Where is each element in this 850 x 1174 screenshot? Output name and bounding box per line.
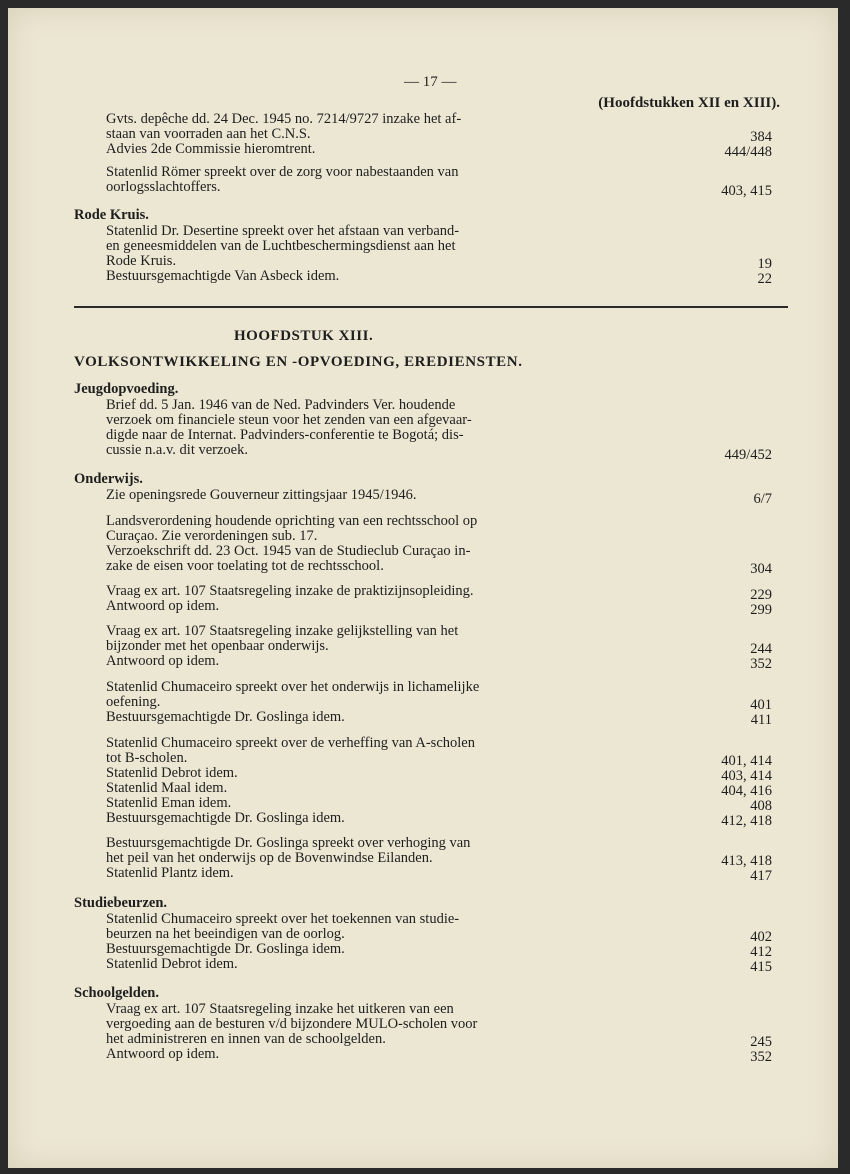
page-ref: 404, 416: [721, 783, 772, 799]
text-line: digde naar de Internat. Padvinders-conferentie te Bogotá; dis-: [106, 427, 464, 443]
text-line: Bestuursgemachtigde Dr. Goslinga idem.: [106, 709, 345, 725]
text-line: Statenlid Plantz idem.: [106, 865, 234, 881]
page-ref: 417: [750, 868, 772, 884]
page-ref: 411: [750, 712, 772, 728]
text-line: Statenlid Chumaceiro spreekt over het onderwijs in lichamelijke: [106, 679, 480, 695]
text-line: oorlogsslachtoffers.: [106, 179, 221, 195]
text-line: Statenlid Maal idem.: [106, 780, 228, 796]
text-line: Vraag ex art. 107 Staatsregeling inzake de praktizijnsopleiding.: [106, 583, 474, 599]
page-ref: 384: [750, 129, 772, 145]
text-line: Bestuursgemachtigde Dr. Goslinga idem.: [106, 810, 345, 826]
text-line: Bestuursgemachtigde Dr. Goslinga idem.: [106, 941, 345, 957]
text-line: Rode Kruis.: [106, 253, 177, 269]
text-line: vergoeding aan de besturen v/d bijzondere MULO-scholen voor: [106, 1016, 478, 1032]
text-line: Antwoord op idem.: [106, 598, 220, 614]
page-ref: 415: [750, 959, 772, 975]
section-heading: Studiebeurzen.: [74, 895, 168, 911]
text-line: Bestuursgemachtigde Van Asbeck idem.: [106, 268, 340, 284]
text-line: het peil van het onderwijs op de Bovenwindse Eilanden.: [106, 850, 433, 866]
text-line: Statenlid Römer spreekt over de zorg voor nabestaanden van: [106, 164, 459, 180]
page-ref: 401, 414: [721, 753, 772, 769]
page-ref: 403, 414: [721, 768, 772, 784]
page-ref: 6/7: [753, 491, 772, 507]
page-ref: 352: [750, 1049, 772, 1065]
page-ref: 401: [750, 697, 772, 713]
document-page: [8, 8, 838, 1168]
text-line: beurzen na het beeindigen van de oorlog.: [106, 926, 345, 942]
text-line: Statenlid Chumaceiro spreekt over de verheffing van A-scholen: [106, 735, 475, 751]
text-line: staan van voorraden aan het C.N.S.: [106, 126, 311, 142]
text-line: Antwoord op idem.: [106, 653, 220, 669]
page-ref: 22: [757, 271, 772, 287]
text-line: Advies 2de Commissie hieromtrent.: [106, 141, 316, 157]
section-divider: [74, 306, 788, 308]
text-line: Landsverordening houdende oprichting van een rechtsschool op: [106, 513, 478, 529]
text-line: Curaçao. Zie verordeningen sub. 17.: [106, 528, 318, 544]
text-line: tot B-scholen.: [106, 750, 188, 766]
text-line: Statenlid Debrot idem.: [106, 765, 238, 781]
text-line: bijzonder met het openbaar onderwijs.: [106, 638, 329, 654]
page-ref: 449/452: [724, 447, 772, 463]
page-ref: 19: [757, 256, 772, 272]
section-heading: Onderwijs.: [74, 471, 143, 487]
text-line: Brief dd. 5 Jan. 1946 van de Ned. Padvinders Ver. houdende: [106, 397, 456, 413]
page-ref: 412: [750, 944, 772, 960]
text-line: Statenlid Chumaceiro spreekt over het toekennen van studie-: [106, 911, 460, 927]
chapters-range: (Hoofdstukken XII en XIII).: [598, 95, 780, 111]
text-line: Statenlid Eman idem.: [106, 795, 232, 811]
page-ref: 244: [750, 641, 772, 657]
page-number: — 17 —: [404, 74, 457, 90]
text-line: Gvts. depêche dd. 24 Dec. 1945 no. 7214/9727 inzake het af-: [106, 111, 462, 127]
page-ref: 402: [750, 929, 772, 945]
text-line: en geneesmiddelen van de Luchtbeschermingsdienst aan het: [106, 238, 456, 254]
page-ref: 245: [750, 1034, 772, 1050]
text-line: Verzoekschrift dd. 23 Oct. 1945 van de Studieclub Curaçao in-: [106, 543, 471, 559]
section-heading: Jeugdopvoeding.: [74, 381, 179, 397]
page-ref: 304: [750, 561, 772, 577]
text-line: Bestuursgemachtigde Dr. Goslinga spreekt over verhoging van: [106, 835, 471, 851]
chapter-subtitle: VOLKSONTWIKKELING EN -OPVOEDING, EREDIENSTEN.: [74, 354, 523, 370]
text-line: oefening.: [106, 694, 161, 710]
text-line: Statenlid Debrot idem.: [106, 956, 238, 972]
page-ref: 299: [750, 602, 772, 618]
page-ref: 412, 418: [721, 813, 772, 829]
text-line: het administreren en innen van de schoolgelden.: [106, 1031, 386, 1047]
text-line: Vraag ex art. 107 Staatsregeling inzake het uitkeren van een: [106, 1001, 454, 1017]
text-line: cussie n.a.v. dit verzoek.: [106, 442, 248, 458]
text-line: verzoek om financiele steun voor het zenden van een afgevaar-: [106, 412, 472, 428]
chapter-title: HOOFDSTUK XIII.: [234, 328, 374, 344]
page-ref: 352: [750, 656, 772, 672]
page-ref: 444/448: [724, 144, 772, 160]
section-heading: Schoolgelden.: [74, 985, 159, 1001]
page-ref: 408: [750, 798, 772, 814]
page-ref: 403, 415: [721, 183, 772, 199]
page-ref: 229: [750, 587, 772, 603]
page-ref: 413, 418: [721, 853, 772, 869]
text-line: Vraag ex art. 107 Staatsregeling inzake gelijkstelling van het: [106, 623, 459, 639]
text-line: Zie openingsrede Gouverneur zittingsjaar 1945/1946.: [106, 487, 417, 503]
text-line: Antwoord op idem.: [106, 1046, 220, 1062]
text-line: Statenlid Dr. Desertine spreekt over het afstaan van verband-: [106, 223, 460, 239]
text-line: zake de eisen voor toelating tot de rechtsschool.: [106, 558, 384, 574]
section-heading: Rode Kruis.: [74, 207, 149, 223]
